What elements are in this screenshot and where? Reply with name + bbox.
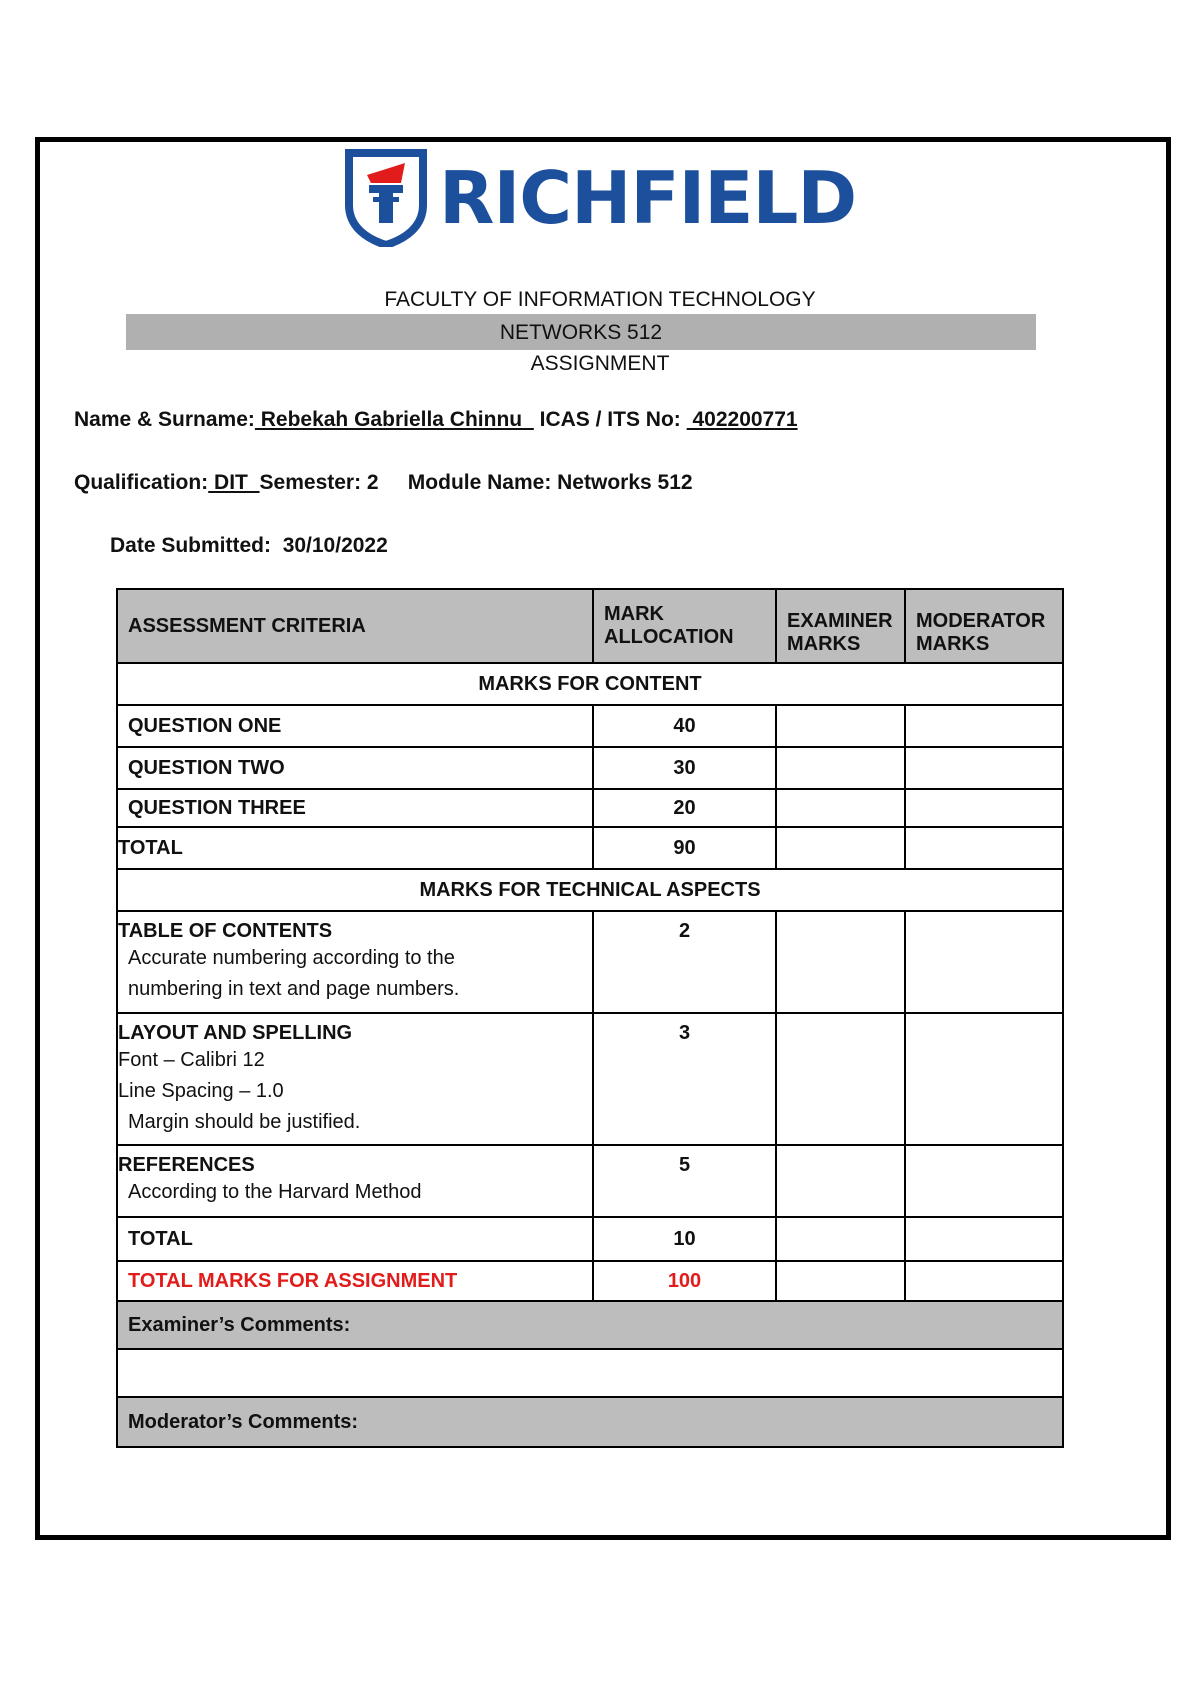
moderator-mark-cell[interactable] xyxy=(905,1013,1063,1145)
module-title-bar: NETWORKS 512 xyxy=(126,314,1036,350)
moderator-mark-cell[interactable] xyxy=(905,705,1063,747)
qualification-value: DIT xyxy=(208,471,260,494)
qualification-line xyxy=(74,471,693,495)
moderator-mark-cell[interactable] xyxy=(905,789,1063,827)
table-row xyxy=(117,789,1063,827)
examiner-comments-row xyxy=(117,1349,1063,1397)
table-row xyxy=(117,1261,1063,1301)
moderator-comments-label: Moderator’s Comments: xyxy=(117,1397,1063,1447)
date-value: 30/10/2022 xyxy=(282,534,388,557)
torch-shield-icon xyxy=(345,149,427,247)
moderator-comments-header-row xyxy=(117,1397,1063,1447)
mark-technical-total: 10 xyxy=(593,1217,776,1261)
name-line xyxy=(74,408,798,432)
criteria-layout-spelling: LAYOUT AND SPELLING Font – Calibri 12 Line Spacing – 1.0 Margin should be justified. xyxy=(117,1013,593,1145)
examiner-mark-cell[interactable] xyxy=(776,1013,905,1145)
examiner-mark-cell[interactable] xyxy=(776,1217,905,1261)
examiner-comments-header-row xyxy=(117,1301,1063,1349)
header-examiner-marks: EXAMINER MARKS xyxy=(776,589,905,663)
section-content-row xyxy=(117,663,1063,705)
moderator-mark-cell[interactable] xyxy=(905,747,1063,789)
table-row xyxy=(117,911,1063,1013)
faculty-heading: FACULTY OF INFORMATION TECHNOLOGY xyxy=(384,288,816,311)
module-name-text: Module Name: Networks 512 xyxy=(407,471,693,494)
criteria-question-two: QUESTION TWO xyxy=(117,747,593,789)
criteria-question-three: QUESTION THREE xyxy=(117,789,593,827)
mark-layout-spelling: 3 xyxy=(593,1013,776,1145)
mark-references: 5 xyxy=(593,1145,776,1217)
semester-text: Semester: 2 xyxy=(259,471,379,494)
criteria-technical-total: TOTAL xyxy=(117,1217,593,1261)
richfield-logo xyxy=(345,148,857,248)
table-row xyxy=(117,1013,1063,1145)
header-mark-allocation: MARK ALLOCATION xyxy=(593,589,776,663)
assignment-heading: ASSIGNMENT xyxy=(530,352,670,375)
table-row xyxy=(117,1217,1063,1261)
examiner-mark-cell[interactable] xyxy=(776,789,905,827)
criteria-references: REFERENCES According to the Harvard Method xyxy=(117,1145,593,1217)
moderator-mark-cell[interactable] xyxy=(905,827,1063,869)
mark-content-total: 90 xyxy=(593,827,776,869)
date-label: Date Submitted: xyxy=(110,534,272,557)
name-label: Name & Surname: xyxy=(74,408,255,431)
section-technical-row xyxy=(117,869,1063,911)
icas-value: 402200771 xyxy=(686,408,798,431)
table-row xyxy=(117,1145,1063,1217)
moderator-mark-cell[interactable] xyxy=(905,1145,1063,1217)
table-row xyxy=(117,705,1063,747)
qualification-label: Qualification: xyxy=(74,471,209,494)
examiner-comments-label: Examiner’s Comments: xyxy=(117,1301,1063,1349)
examiner-mark-cell[interactable] xyxy=(776,827,905,869)
header-moderator-marks: MODERATOR MARKS xyxy=(905,589,1063,663)
examiner-mark-cell[interactable] xyxy=(776,1145,905,1217)
moderator-mark-cell[interactable] xyxy=(905,1217,1063,1261)
mark-question-three: 20 xyxy=(593,789,776,827)
mark-question-two: 30 xyxy=(593,747,776,789)
section-content-label: MARKS FOR CONTENT xyxy=(117,663,1063,705)
section-technical-label: MARKS FOR TECHNICAL ASPECTS xyxy=(117,869,1063,911)
name-value: Rebekah Gabriella Chinnu xyxy=(254,408,534,431)
criteria-question-one: QUESTION ONE xyxy=(117,705,593,747)
criteria-grand-total: TOTAL MARKS FOR ASSIGNMENT xyxy=(117,1261,593,1301)
logo-wordmark: RICHFIELD xyxy=(439,156,857,240)
date-line xyxy=(110,534,388,558)
moderator-mark-cell[interactable] xyxy=(905,1261,1063,1301)
mark-table-of-contents: 2 xyxy=(593,911,776,1013)
header-criteria: ASSESSMENT CRITERIA xyxy=(117,589,593,663)
examiner-mark-cell[interactable] xyxy=(776,705,905,747)
examiner-mark-cell[interactable] xyxy=(776,911,905,1013)
criteria-table-of-contents: TABLE OF CONTENTS Accurate numbering according to the numbering in text and page numbers. xyxy=(117,911,593,1013)
mark-grand-total: 100 xyxy=(593,1261,776,1301)
examiner-mark-cell[interactable] xyxy=(776,747,905,789)
icas-label: ICAS / ITS No: xyxy=(533,408,681,431)
examiner-comments-field[interactable] xyxy=(117,1349,1063,1397)
table-header-row xyxy=(117,589,1063,663)
examiner-mark-cell[interactable] xyxy=(776,1261,905,1301)
criteria-content-total: TOTAL xyxy=(117,827,593,869)
assessment-table xyxy=(116,588,1064,1448)
mark-question-one: 40 xyxy=(593,705,776,747)
moderator-mark-cell[interactable] xyxy=(905,911,1063,1013)
table-row xyxy=(117,827,1063,869)
table-row xyxy=(117,747,1063,789)
